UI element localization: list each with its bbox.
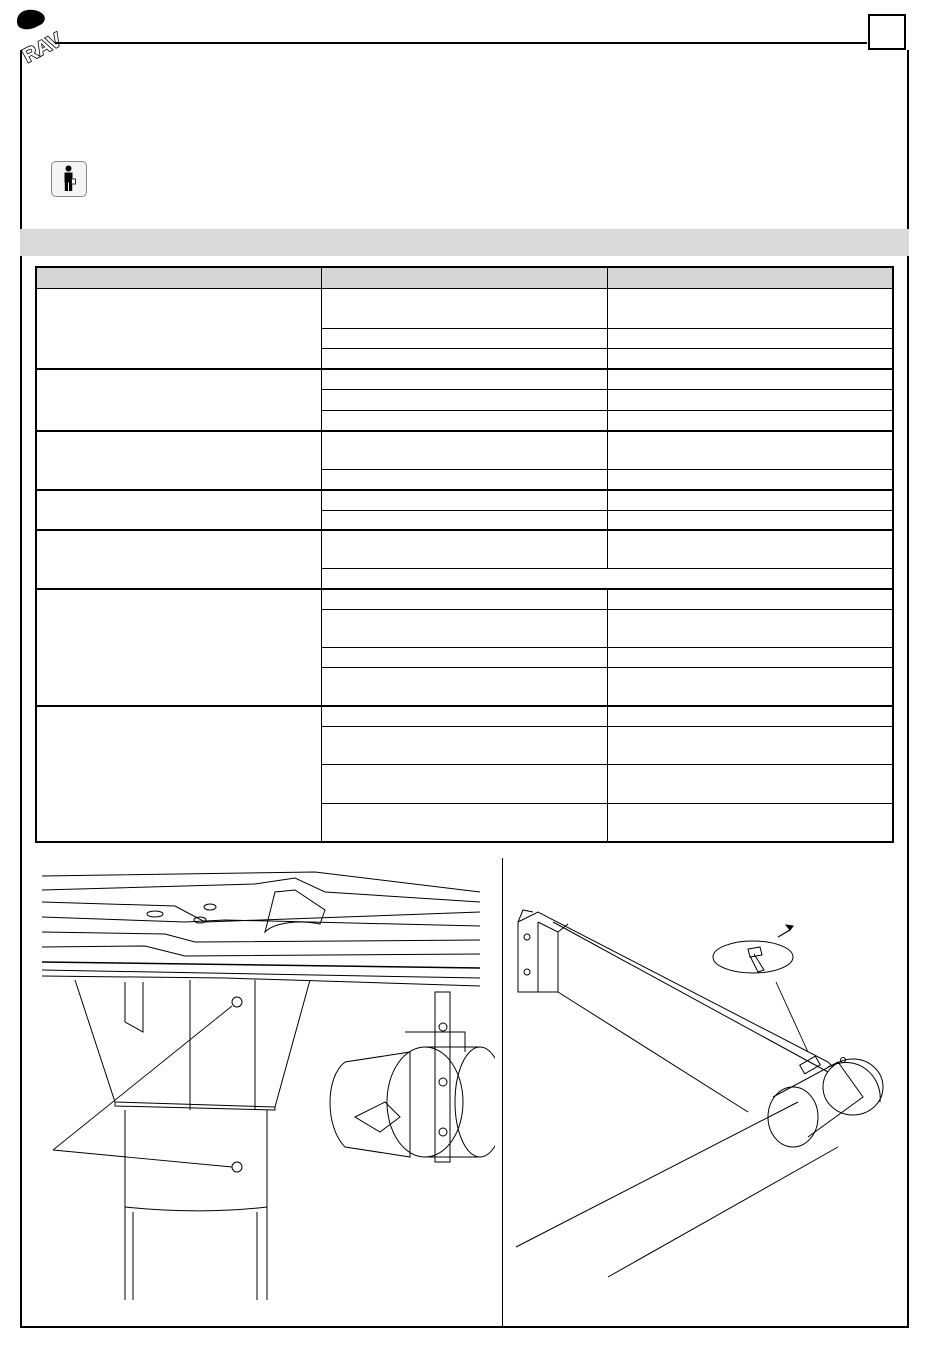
- section-title-bar: [20, 229, 909, 256]
- operator-person-icon: [51, 161, 87, 197]
- table-cell: [321, 706, 607, 726]
- table-row: [36, 530, 893, 568]
- table-cell: [607, 609, 893, 647]
- table-cell: [607, 431, 893, 469]
- column-header: [607, 267, 893, 289]
- table-cell: [321, 530, 607, 568]
- table-cell: [607, 369, 893, 390]
- table-cell: [607, 648, 893, 668]
- table-cell: [607, 289, 893, 328]
- column-header: [36, 267, 321, 289]
- table-item-cell: [36, 431, 321, 490]
- table-cell: [321, 410, 607, 431]
- table-item-cell: [36, 289, 321, 369]
- table-cell: [321, 431, 607, 469]
- table-row: [36, 431, 893, 469]
- column-mounting-bolts-figure: [25, 862, 495, 1302]
- table-row: [36, 589, 893, 609]
- table-cell: [607, 490, 893, 510]
- table-cell: [607, 589, 893, 609]
- table-cell: [321, 803, 607, 842]
- table-cell: [321, 668, 607, 706]
- table-cell: [607, 470, 893, 490]
- table-cell: [321, 348, 607, 368]
- svg-text:RAV: RAV: [19, 29, 66, 68]
- table-cell: [321, 369, 607, 390]
- table-cell: [607, 410, 893, 431]
- table-cell: [607, 727, 893, 765]
- table-cell: [321, 289, 607, 328]
- table-cell: [607, 765, 893, 803]
- table-item-cell: [36, 530, 321, 589]
- page-number-box: [868, 14, 906, 50]
- table-item-cell: [36, 589, 321, 706]
- table-cell: [607, 510, 893, 530]
- table-cell: [321, 765, 607, 803]
- table-cell: [321, 510, 607, 530]
- table-cell: [607, 348, 893, 368]
- table-item-cell: [36, 369, 321, 432]
- table-cell: [321, 727, 607, 765]
- table-cell: [321, 490, 607, 510]
- arm-pivot-bolt-rotation-figure: [508, 862, 904, 1302]
- table-cell: [607, 668, 893, 706]
- table-cell: [321, 390, 607, 410]
- column-header: [321, 267, 607, 289]
- table-cell: [321, 609, 607, 647]
- table-cell: [607, 803, 893, 842]
- table-cell: [607, 390, 893, 410]
- table-cell: [321, 648, 607, 668]
- table-cell: [321, 470, 607, 490]
- table-cell: [607, 530, 893, 568]
- table-row: [36, 706, 893, 726]
- header-rule: [55, 42, 867, 44]
- table-cell: [607, 328, 893, 348]
- table-cell-merged: [321, 569, 893, 589]
- table-row: [36, 490, 893, 510]
- figure-divider: [502, 858, 503, 1328]
- table-row: [36, 369, 893, 390]
- table-cell: [321, 328, 607, 348]
- table-cell: [321, 589, 607, 609]
- table-item-cell: [36, 706, 321, 842]
- table-item-cell: [36, 490, 321, 530]
- table-cell: [607, 706, 893, 726]
- maintenance-table: [35, 266, 894, 843]
- table-header-row: [36, 267, 893, 289]
- table-row: [36, 289, 893, 328]
